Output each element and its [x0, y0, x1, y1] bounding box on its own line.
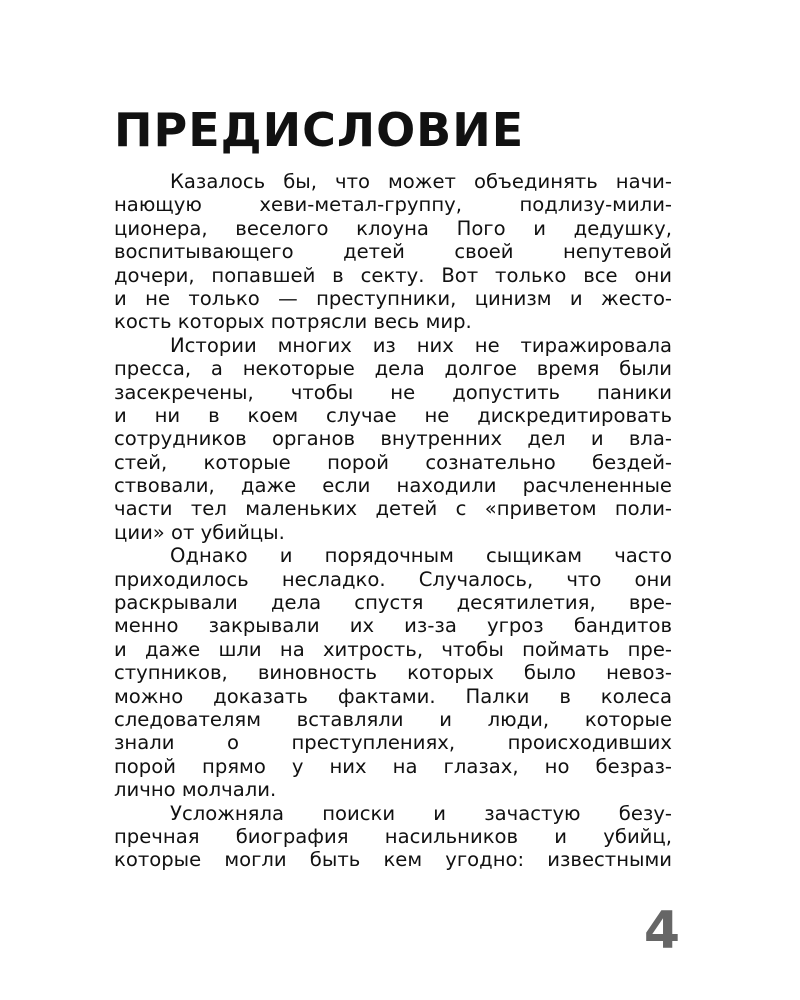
- text-line: и даже шли на хитрость, чтобы поймать пре-: [114, 637, 672, 661]
- text-line: Истории многих из них не тиражировала: [170, 333, 672, 357]
- text-line: ционера, веселого клоуна Пого и дедушку,: [114, 216, 672, 240]
- text-line: лично молчали.: [114, 778, 277, 802]
- text-line: Казалось бы, что может объединять начи-: [170, 170, 672, 193]
- text-line: засекречены, чтобы не допустить паники: [114, 380, 672, 404]
- text-line: которые могли быть кем угодно: известными: [114, 848, 672, 872]
- chapter-title: ПРЕДИСЛОВИЕ: [114, 103, 525, 157]
- text-line: знали о преступлениях, происходивших: [114, 731, 672, 755]
- text-line: менно закрывали их из-за угроз бандитов: [114, 614, 672, 638]
- text-line: стей, которые порой сознательно бездей-: [114, 450, 672, 474]
- text-line: Усложняла поиски и зачастую безу-: [170, 801, 672, 825]
- text-line: нающую хеви-метал-группу, подлизу-мили-: [114, 193, 672, 217]
- text-line: и ни в коем случае не дискредитировать: [114, 403, 672, 427]
- body-text: [114, 170, 672, 872]
- text-line: кость которых потрясли весь мир.: [114, 310, 472, 334]
- text-line: ции» от убийцы.: [114, 520, 285, 544]
- text-line: дочери, попавшей в секту. Вот только все они: [114, 263, 672, 287]
- text-line: части тел маленьких детей с «приветом поли-: [114, 497, 672, 521]
- text-line: ствовали, даже если находили расчлененные: [114, 474, 672, 498]
- text-line: порой прямо у них на глазах, но безраз-: [114, 754, 672, 778]
- text-line: раскрывали дела спустя десятилетия, вре-: [114, 591, 672, 615]
- text-line: ступников, виновность которых было невоз-: [114, 661, 672, 685]
- text-line: можно доказать фактами. Палки в колеса: [114, 684, 672, 708]
- text-line: пречная биография насильников и убийц,: [114, 824, 672, 848]
- text-line: сотрудников органов внутренних дел и вла-: [114, 427, 672, 451]
- text-line: приходилось несладко. Случалось, что они: [114, 567, 672, 591]
- page-number: 4: [643, 901, 680, 961]
- text-line: следователям вставляли и люди, которые: [114, 707, 672, 731]
- text-line: Однако и порядочным сыщикам часто: [170, 544, 672, 568]
- text-line: воспитывающего детей своей непутевой: [114, 240, 672, 264]
- text-line: пресса, а некоторые дела долгое время были: [114, 357, 672, 381]
- text-line: и не только — преступники, цинизм и жесто-: [114, 286, 672, 310]
